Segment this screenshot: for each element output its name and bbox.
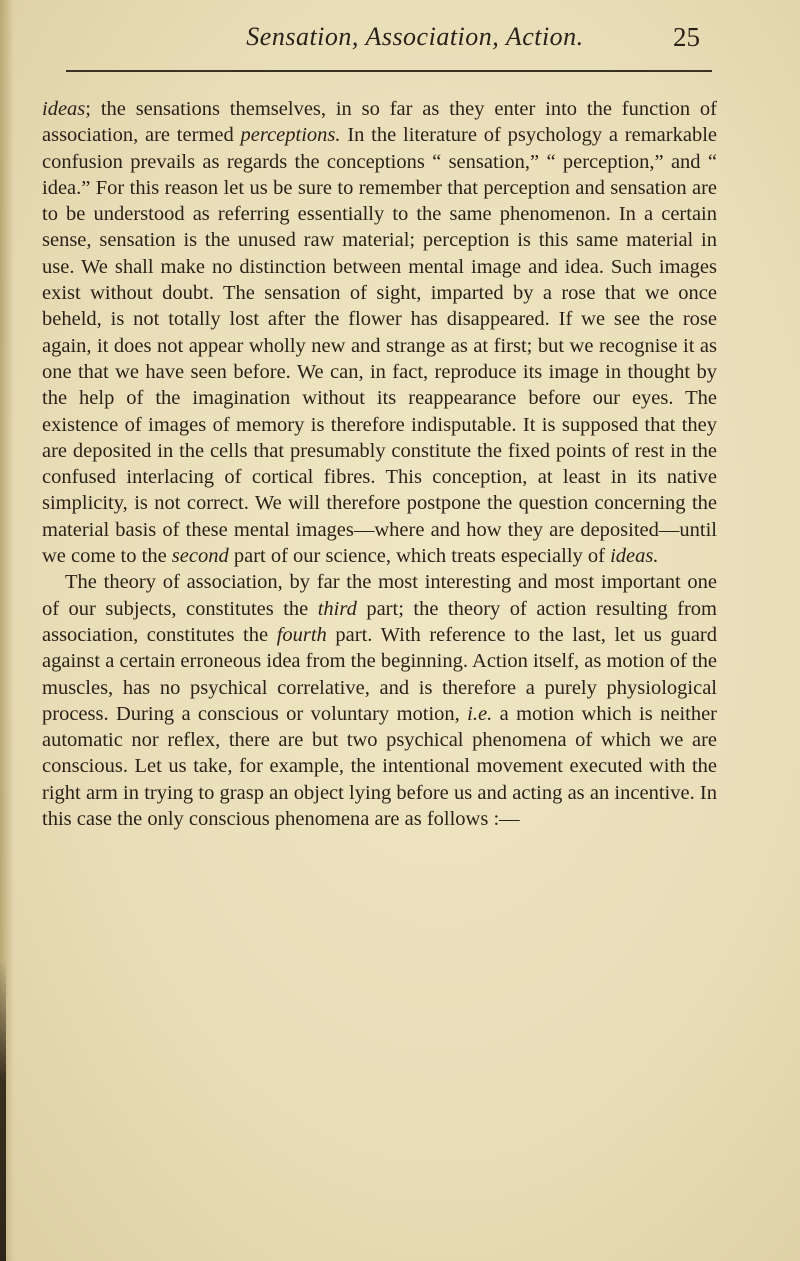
paragraph [42, 96, 717, 569]
italic-run: third [317, 597, 357, 620]
running-title [205, 22, 625, 52]
running-title-part: Sensation [246, 22, 352, 51]
text-run: a motion which is neither automatic nor reflex, there are but two psychical phenomena of which we are conscious. Let us take, for example, the intentional movement executed with the right arm in trying to grasp an object lying before us and acting as an incentive. In this case the only conscious phenomena are as follows :— [42, 702, 718, 831]
paragraph [42, 569, 717, 832]
running-title-part: , [492, 22, 506, 51]
italic-run: i.e. [467, 702, 493, 725]
italic-run: second [171, 545, 229, 568]
running-title-part: Action. [505, 22, 584, 51]
italic-run: perceptions. [240, 124, 341, 147]
running-title-part: Association [365, 22, 493, 51]
italic-run: ideas [42, 98, 86, 120]
text-run: The theory of association, by far the most interesting and most important one of our subjects, constitutes the [42, 571, 717, 620]
body-text [42, 96, 717, 832]
italic-run: ideas. [610, 545, 659, 568]
text-run: ; the sensations themselves, in so far as they enter into the function of association, are termed [42, 98, 717, 147]
italic-run: fourth [276, 623, 327, 646]
text-run: part of our science, which treats especially of [228, 545, 611, 568]
page-edge-dark [0, 960, 6, 1261]
text-run: part; the theory of action resulting from association, constitutes the [42, 597, 717, 646]
page-header [0, 22, 800, 62]
text-run: part. With reference to the last, let us guard against a certain erroneous idea from the beginning. Action itself, as motion of the muscles, has no psychical correlative, and is therefore a purely physiological process. During a conscious or voluntary motion, [42, 623, 717, 725]
header-rule [66, 70, 712, 72]
page-number: 25 [673, 22, 700, 52]
text-run: In the literature of psychology a remarkable confusion prevails as regards the conceptions “ sensation,” “ perception,” and “ idea.” For this reason let us be sure to remember that perception and sensation are to be understood as referring essentially to the same phenomenon. In a certain sense, sensation is the unused raw material; perception is this same material in use. We shall make no distinction between mental image and idea. Such images exist without doubt. The sensation of sight, imparted by a rose that we once beheld, is not totally lost after the flower has disappeared. If we see the rose again, it does not appear wholly new and strange as at first; but we recognise it as one that we have seen before. We can, in fact, reproduce its image in thought by the help of the imagination without its reappearance before our eyes. The existence of images of memory is therefore indisputable. It is supposed that they are deposited in the cells that presumably constitute the fixed points of rest in the confused interlacing of cortical fibres. This conception, at least in its native simplicity, is not correct. We will therefore postpone the question concerning the material basis of these mental images—where and how they are deposited—until we come to the [42, 124, 718, 568]
running-title-part: , [351, 22, 366, 51]
